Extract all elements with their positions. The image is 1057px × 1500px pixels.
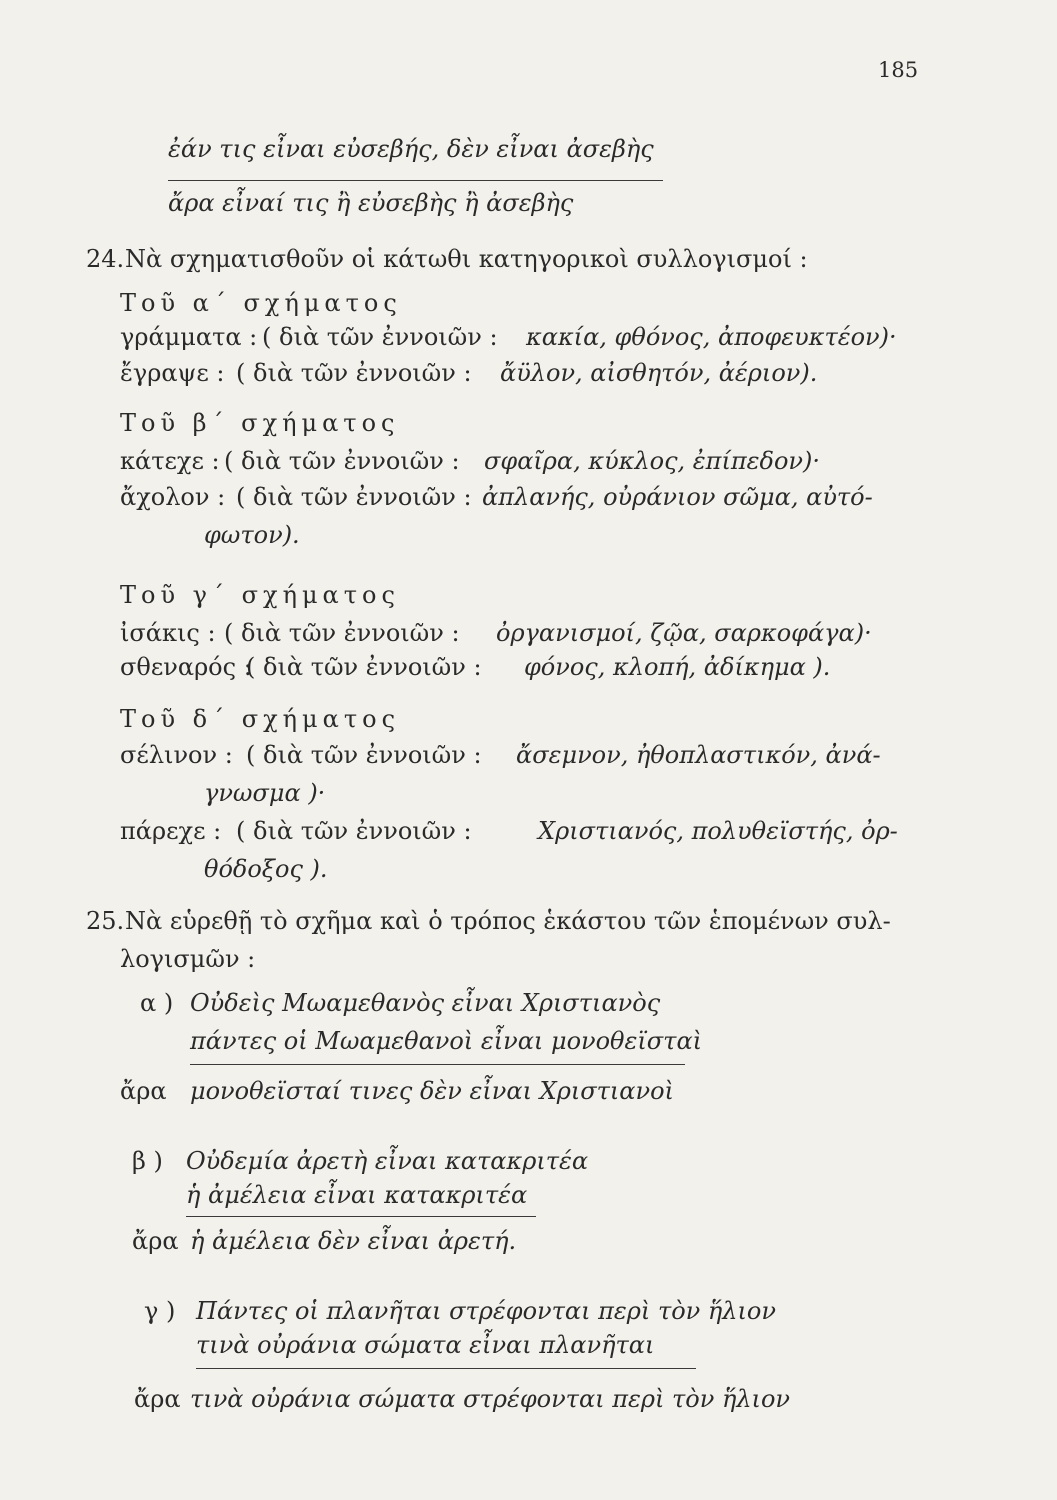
item-label-b: β )	[132, 1147, 163, 1175]
row-terms-cont: φωτον).	[204, 521, 300, 549]
row-terms: ἄσεμνον, ἠθοπλαστικόν, ἀνά-	[516, 741, 881, 769]
item-rule	[196, 1368, 696, 1369]
ex24-number: 24.	[86, 245, 125, 273]
row-word: ἔγραψε :	[120, 359, 225, 387]
row-terms-cont: γνωσμα )·	[204, 779, 326, 807]
item-premise-minor: πάντες οἱ Μωαμεθανοὶ εἶναι μονοθεϊσταὶ	[190, 1027, 703, 1055]
ex25-number: 25.	[86, 907, 125, 935]
row-terms: Χριστιανός, πολυθεϊστής, ὀρ-	[538, 817, 898, 845]
row-terms: ὀργανισμοί, ζῷα, σαρκοφάγα)·	[496, 619, 872, 647]
row-terms: ἄϋλον, αἰσθητόν, ἀέριον).	[500, 359, 818, 387]
group-title-d: Τοῦ δ΄ σχήματος	[120, 705, 401, 733]
row-terms: κακία, φθόνος, ἀποφευκτέον)·	[526, 323, 897, 351]
item-premise-minor: τινὰ οὐράνια σώματα εἶναι πλανῆται	[196, 1331, 655, 1359]
page-number: 185	[878, 58, 919, 82]
item-premise-major: Οὐδεὶς Μωαμεθανὸς εἶναι Χριστιανὸς	[190, 989, 661, 1017]
row-prefix: ( διὰ τῶν ἐννοιῶν :	[236, 483, 472, 511]
ex25-instruction-line2: λογισμῶν :	[120, 945, 256, 973]
item-premise-major: Πάντες οἱ πλανῆται στρέφονται περὶ τὸν ἥλιον	[196, 1297, 776, 1325]
row-word: ἰσάκις :	[120, 619, 216, 647]
row-word: κάτεχε :	[120, 447, 220, 475]
row-terms: φόνος, κλοπή, ἀδίκημα ).	[524, 653, 831, 681]
row-prefix: ( διὰ τῶν ἐννοιῶν :	[224, 447, 460, 475]
row-word: σθεναρός :	[120, 653, 252, 681]
item-rule	[190, 1064, 685, 1065]
row-word: γράμματα :	[120, 323, 258, 351]
ex24-instruction: Νὰ σχηματισθοῦν οἱ κάτωθι κατηγορικοὶ συλλογισμοί :	[125, 245, 808, 273]
group-title-a: Τοῦ α΄ σχήματος	[120, 289, 402, 317]
item-conclusion: μονοθεϊσταί τινες δὲν εἶναι Χριστιανοὶ	[190, 1077, 674, 1105]
group-title-b: Τοῦ β΄ σχήματος	[120, 409, 400, 437]
row-terms: ἀπλανής, οὐράνιον σῶμα, αὐτό-	[482, 483, 873, 511]
item-premise-major: Οὐδεμία ἀρετὴ εἶναι κατακριτέα	[186, 1147, 589, 1175]
row-word: πάρεχε :	[120, 817, 222, 845]
row-terms-cont: θόδοξος ).	[204, 855, 328, 883]
row-prefix: ( διὰ τῶν ἐννοιῶν :	[224, 619, 460, 647]
row-prefix: ( διὰ τῶν ἐννοιῶν :	[236, 817, 472, 845]
row-prefix: ( διὰ τῶν ἐννοιῶν :	[246, 741, 482, 769]
item-label-c: γ )	[144, 1297, 176, 1325]
item-ara: ἄρα	[132, 1227, 179, 1255]
row-word: σέλινον :	[120, 741, 233, 769]
ex25-instruction-line1: Νὰ εὑρεθῇ τὸ σχῆμα καὶ ὁ τρόπος ἑκάστου τῶν ἑπομένων συλ-	[125, 907, 891, 935]
group-title-c: Τοῦ γ΄ σχήματος	[120, 581, 400, 609]
row-prefix: ( διὰ τῶν ἐννοιῶν :	[236, 359, 472, 387]
item-conclusion: ἡ ἀμέλεια δὲν εἶναι ἀρετή.	[190, 1227, 517, 1255]
row-prefix: ( διὰ τῶν ἐννοιῶν :	[246, 653, 482, 681]
item-ara: ἄρα	[134, 1385, 181, 1413]
item-premise-minor: ἡ ἀμέλεια εἶναι κατακριτέα	[186, 1181, 528, 1209]
item-conclusion: τινὰ οὐράνια σώματα στρέφονται περὶ τὸν ἥλιον	[190, 1385, 790, 1413]
item-label-a: α )	[140, 989, 174, 1017]
intro-conclusion: ἄρα εἶναί τις ἢ εὐσεβὴς ἢ ἀσεβὴς	[168, 189, 574, 217]
intro-premise: ἐάν τις εἶναι εὐσεβής, δὲν εἶναι ἀσεβὴς	[168, 135, 654, 163]
item-ara: ἄρα	[120, 1077, 167, 1105]
intro-rule	[168, 180, 663, 181]
row-prefix: ( διὰ τῶν ἐννοιῶν :	[262, 323, 498, 351]
row-terms: σφαῖρα, κύκλος, ἐπίπεδον)·	[484, 447, 820, 475]
row-word: ἄχολον :	[120, 483, 226, 511]
item-rule	[186, 1216, 536, 1217]
